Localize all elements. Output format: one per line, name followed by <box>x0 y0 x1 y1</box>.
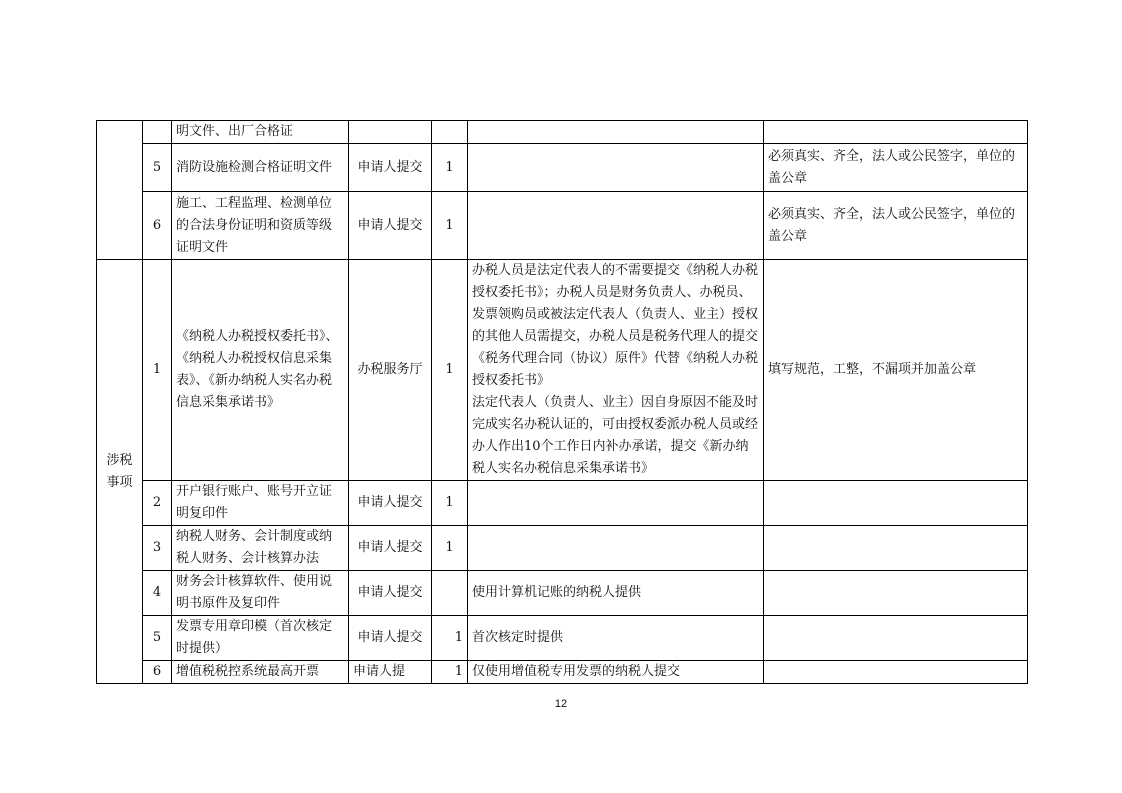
material-count: 1 <box>432 616 468 661</box>
material-name: 明文件、出厂合格证 <box>172 121 349 144</box>
table-row <box>97 144 1028 192</box>
material-count <box>432 121 468 144</box>
material-count: 1 <box>432 144 468 192</box>
table-row <box>97 571 1028 616</box>
material-note <box>468 144 764 192</box>
material-count <box>432 571 468 616</box>
material-source <box>349 121 432 144</box>
material-note <box>468 481 764 526</box>
item-number: 5 <box>143 616 172 661</box>
material-requirement <box>764 481 1028 526</box>
material-source: 申请人提交 <box>349 571 432 616</box>
material-count: 1 <box>432 481 468 526</box>
materials-table <box>96 120 1028 684</box>
category-cell-empty <box>97 121 143 260</box>
material-requirement: 必须真实、齐全，法人或公民签字，单位的盖公章 <box>764 192 1028 260</box>
material-source: 申请人提交 <box>349 616 432 661</box>
material-requirement: 必须真实、齐全，法人或公民签字，单位的盖公章 <box>764 144 1028 192</box>
material-name: 消防设施检测合格证明文件 <box>172 144 349 192</box>
table-row <box>97 616 1028 661</box>
material-count: 1 <box>432 661 468 684</box>
table-row <box>97 661 1028 684</box>
material-count: 1 <box>432 260 468 481</box>
item-number: 2 <box>143 481 172 526</box>
item-number: 6 <box>143 661 172 684</box>
material-note: 使用计算机记账的纳税人提供 <box>468 571 764 616</box>
material-source: 办税服务厅 <box>349 260 432 481</box>
material-requirement: 填写规范，工整，不漏项并加盖公章 <box>764 260 1028 481</box>
page-number: 12 <box>554 698 568 710</box>
material-note <box>468 121 764 144</box>
material-name: 《纳税人办税授权委托书》、《纳税人办税授权信息采集表》、《新办纳税人实名办税信息采集承诺书》 <box>172 260 349 481</box>
table-row <box>97 260 1028 481</box>
material-name: 纳税人财务、会计制度或纳税人财务、会计核算办法 <box>172 526 349 571</box>
material-source: 申请人提交 <box>349 144 432 192</box>
material-name: 开户银行账户、账号开立证明复印件 <box>172 481 349 526</box>
material-name: 发票专用章印模（首次核定时提供） <box>172 616 349 661</box>
material-requirement <box>764 661 1028 684</box>
table-row <box>97 121 1028 144</box>
material-note <box>468 192 764 260</box>
item-number: 3 <box>143 526 172 571</box>
material-requirement <box>764 121 1028 144</box>
material-note: 首次核定时提供 <box>468 616 764 661</box>
material-note: 仅使用增值税专用发票的纳税人提交 <box>468 661 764 684</box>
material-source: 申请人提交 <box>349 481 432 526</box>
item-number <box>143 121 172 144</box>
material-requirement <box>764 526 1028 571</box>
material-source: 申请人提 <box>349 661 432 684</box>
material-name: 增值税税控系统最高开票 <box>172 661 349 684</box>
material-name: 施工、工程监理、检测单位的合法身份证明和资质等级证明文件 <box>172 192 349 260</box>
item-number: 1 <box>143 260 172 481</box>
table-row <box>97 192 1028 260</box>
material-source: 申请人提交 <box>349 192 432 260</box>
item-number: 4 <box>143 571 172 616</box>
material-note-text: 办税人员是法定代表人的不需要提交《纳税人办税授权委托书》；办税人员是财务负责人、办税员、发票领购员或被法定代表人（负责人、业主）授权的其他人员需提交，办税人员是税务代理人的提交《税务代理合同（协议）原件》代替《纳税人办税授权委托书》 法定代表人（负责人、业主）因自身原因不能及时完成实名办税认证的，可由授权委派办税人员或经办人作出10个工作日内补办承诺，提交《新办纳税人实名办税信息采集承诺书》 <box>472 263 759 476</box>
item-number: 5 <box>143 144 172 192</box>
material-name: 财务会计核算软件、使用说明书原件及复印件 <box>172 571 349 616</box>
material-count: 1 <box>432 526 468 571</box>
material-requirement <box>764 571 1028 616</box>
material-source: 申请人提交 <box>349 526 432 571</box>
category-tax-matters: 涉税事项 <box>97 260 143 684</box>
material-count: 1 <box>432 192 468 260</box>
table-row <box>97 481 1028 526</box>
material-note <box>468 260 764 481</box>
material-requirement <box>764 616 1028 661</box>
item-number: 6 <box>143 192 172 260</box>
material-note <box>468 526 764 571</box>
table-row <box>97 526 1028 571</box>
